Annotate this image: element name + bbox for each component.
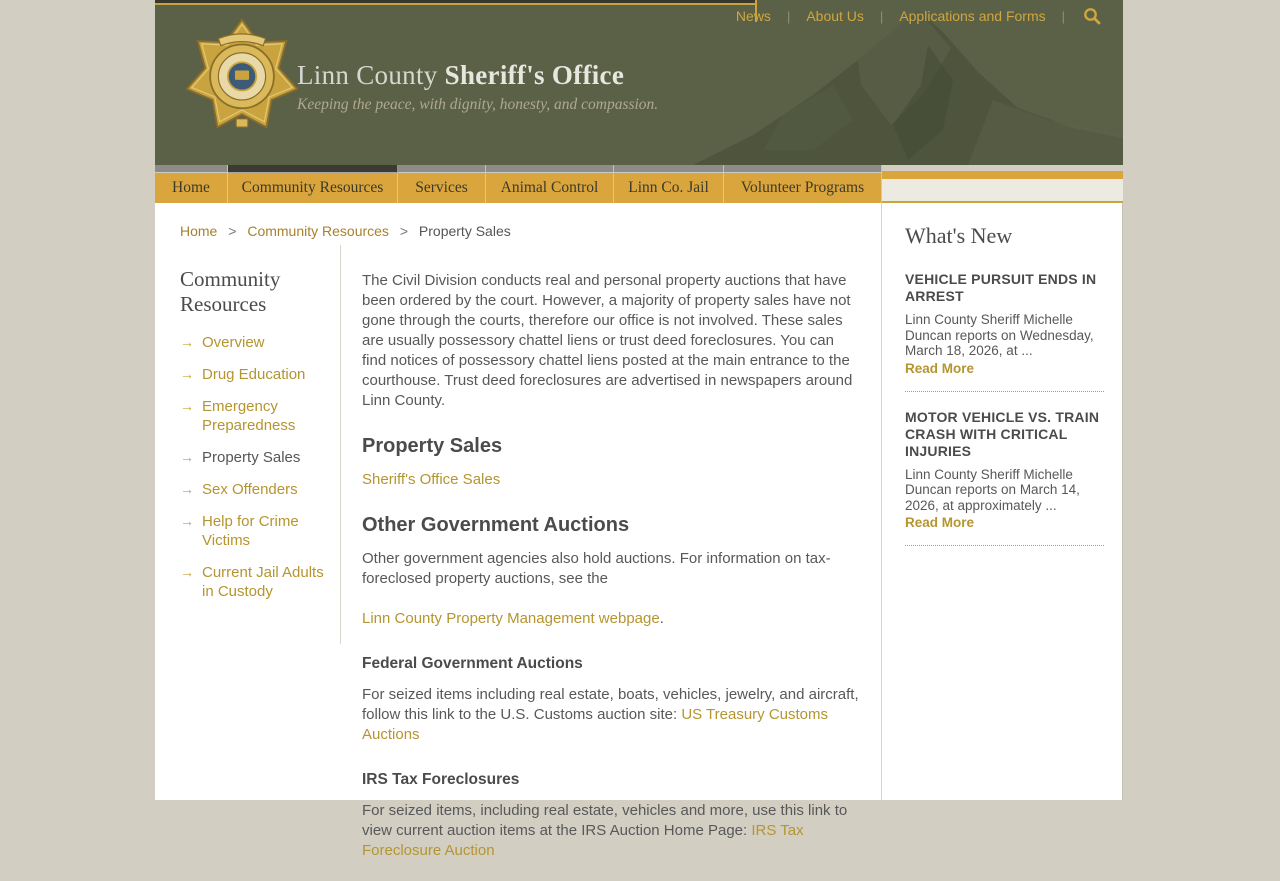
irs-paragraph-text: For seized items, including real estate, vehicles and more, use this link to view current auction items at the IRS Auction Home Page: [362, 802, 848, 839]
read-more-link[interactable]: Read More [905, 515, 975, 530]
dotted-divider [905, 391, 1104, 392]
nav-tab-label: Volunteer Programs [724, 173, 882, 203]
content-region [155, 203, 1123, 859]
breadcrumb-current-page: Property Sales [418, 223, 511, 239]
nav-tab-community-resources[interactable] [228, 165, 398, 203]
news-item-excerpt: Linn County Sheriff Michelle Duncan reports on Wednesday, March 18, 2026, at ... [905, 312, 1094, 358]
breadcrumb-separator: > [228, 223, 237, 239]
utility-nav-separator: | [786, 8, 791, 24]
utility-nav-applications-forms[interactable]: Applications and Forms [899, 8, 1046, 24]
nav-tab-label: Linn Co. Jail [614, 173, 724, 203]
sidebar-item-label[interactable]: Emergency Preparedness [202, 398, 296, 434]
sidebar-item-label[interactable]: Sex Offenders [202, 481, 298, 498]
utility-nav-separator: | [879, 8, 884, 24]
sidebar-item-label[interactable]: Drug Education [202, 366, 306, 383]
nav-filler-beige-strip [882, 179, 1123, 203]
arrow-icon: → [180, 513, 194, 529]
heading-federal-government-auctions: Federal Government Auctions [362, 655, 583, 672]
nav-tab-linn-co-jail[interactable] [614, 165, 724, 203]
heading-property-sales: Property Sales [362, 435, 503, 457]
news-item [905, 271, 1104, 376]
utility-nav-about-us[interactable]: About Us [806, 8, 864, 24]
link-irs-tax-foreclosure-auction[interactable]: IRS Tax Foreclosure Auction [362, 822, 804, 859]
site-tagline: Keeping the peace, with dignity, honesty, and compassion. [297, 96, 659, 113]
breadcrumb-community-resources[interactable]: Community Resources [247, 223, 389, 239]
breadcrumb [155, 203, 881, 245]
nav-tab-label: Home [155, 173, 228, 203]
nav-tab-strip [486, 165, 614, 173]
sheriff-badge-logo [183, 10, 301, 143]
nav-tab-label: Community Resources [228, 173, 398, 203]
sidebar-item-drug-education[interactable] [180, 365, 328, 384]
inner-columns [155, 245, 881, 881]
sidebar-item-sex-offenders[interactable] [180, 480, 328, 499]
sidebar-item-label[interactable]: Current Jail Adults in Custody [202, 564, 324, 600]
breadcrumb-home[interactable]: Home [180, 223, 218, 239]
whats-new-title: What's New [905, 223, 1013, 248]
site-header [155, 0, 1123, 165]
whats-new-sidebar [882, 203, 1123, 800]
section-sidebar-title: Community Resources [180, 267, 281, 316]
federal-paragraph-text: For seized items including real estate, boats, vehicles, jewelry, and aircraft, follow this link to the U.S. Customs auction site: [362, 686, 859, 723]
sidebar-item-overview[interactable] [180, 333, 328, 352]
sidebar-item-emergency-preparedness[interactable] [180, 397, 328, 435]
nav-tab-volunteer-programs[interactable] [724, 165, 882, 203]
sidebar-item-label[interactable]: Help for Crime Victims [202, 513, 299, 549]
sidebar-item-current-jail-adults[interactable] [180, 563, 328, 601]
link-suffix-period: . [659, 610, 664, 627]
other-gov-paragraph: Other government agencies also hold auctions. For information on tax-foreclosed property auctions, see the [362, 550, 831, 587]
site-title-regular: Linn County [297, 60, 438, 90]
heading-other-government-auctions: Other Government Auctions [362, 514, 630, 536]
page-container [155, 0, 1123, 859]
utility-nav-separator: | [1061, 8, 1065, 24]
arrow-icon: → [180, 449, 194, 465]
site-title-block [297, 60, 658, 114]
search-icon[interactable] [1065, 7, 1105, 25]
site-title-bold: Sheriff's Office [444, 60, 625, 90]
main-navigation [155, 165, 1123, 203]
section-sidebar [155, 245, 341, 644]
dotted-divider [905, 545, 1104, 546]
heading-irs-tax-foreclosures: IRS Tax Foreclosures [362, 771, 520, 788]
irs-paragraph [362, 801, 862, 861]
nav-tab-strip [724, 165, 882, 173]
site-title [297, 60, 658, 91]
nav-tab-label: Services [398, 173, 486, 203]
article-content [341, 245, 881, 881]
link-us-treasury-customs-auctions[interactable]: US Treasury Customs Auctions [362, 706, 829, 743]
sidebar-item-label[interactable]: Overview [202, 334, 265, 351]
read-more-link[interactable]: Read More [905, 360, 975, 376]
nav-tab-label: Animal Control [486, 173, 614, 203]
nav-tab-home[interactable] [155, 165, 228, 203]
nav-tab-strip [398, 165, 486, 173]
intro-paragraph: The Civil Division conducts real and personal property auctions that have been ordered by the court. However, a majority of property sales have not gone through the courts, therefore our office is not involved. These sales are usually possessory chattel liens or trust deed foreclosures. You can find notices of possessory chattel liens posted at the main entrance to the courthouse. Trust deed foreclosures are advertised in newspapers around Linn County. [362, 272, 853, 409]
utility-nav-news[interactable]: News [735, 8, 771, 24]
arrow-icon: → [180, 564, 194, 580]
arrow-icon: → [180, 334, 194, 350]
nav-tab-strip-active [228, 165, 398, 173]
link-property-management-webpage[interactable]: Linn County Property Management webpage [362, 610, 660, 627]
utility-nav [720, 4, 1105, 28]
sidebar-item-property-sales[interactable] [180, 448, 328, 467]
news-item-excerpt: Linn County Sheriff Michelle Duncan reports on March 14, 2026, at approximately ... [905, 466, 1080, 513]
link-sheriffs-office-sales[interactable]: Sheriff's Office Sales [362, 471, 501, 488]
nav-tab-animal-control[interactable] [486, 165, 614, 203]
sidebar-item-help-for-crime-victims[interactable] [180, 512, 328, 550]
news-item [905, 409, 1104, 531]
main-content-wrap [155, 203, 882, 859]
nav-filler-gold-strip [882, 171, 1123, 179]
arrow-icon: → [180, 398, 194, 414]
news-item-headline[interactable]: MOTOR VEHICLE VS. TRAIN CRASH WITH CRITICAL INJURIES [905, 408, 1100, 459]
nav-right-filler [882, 165, 1123, 203]
arrow-icon: → [180, 481, 194, 497]
nav-tab-services[interactable] [398, 165, 486, 203]
federal-paragraph [362, 685, 862, 745]
arrow-icon: → [180, 366, 194, 382]
nav-tab-strip [614, 165, 724, 173]
top-decorative-bar [155, 0, 755, 5]
sidebar-item-label-current: Property Sales [202, 449, 301, 466]
nav-tab-strip [155, 165, 228, 173]
breadcrumb-separator: > [399, 223, 409, 239]
news-item-headline[interactable]: VEHICLE PURSUIT ENDS IN ARREST [905, 271, 1097, 304]
